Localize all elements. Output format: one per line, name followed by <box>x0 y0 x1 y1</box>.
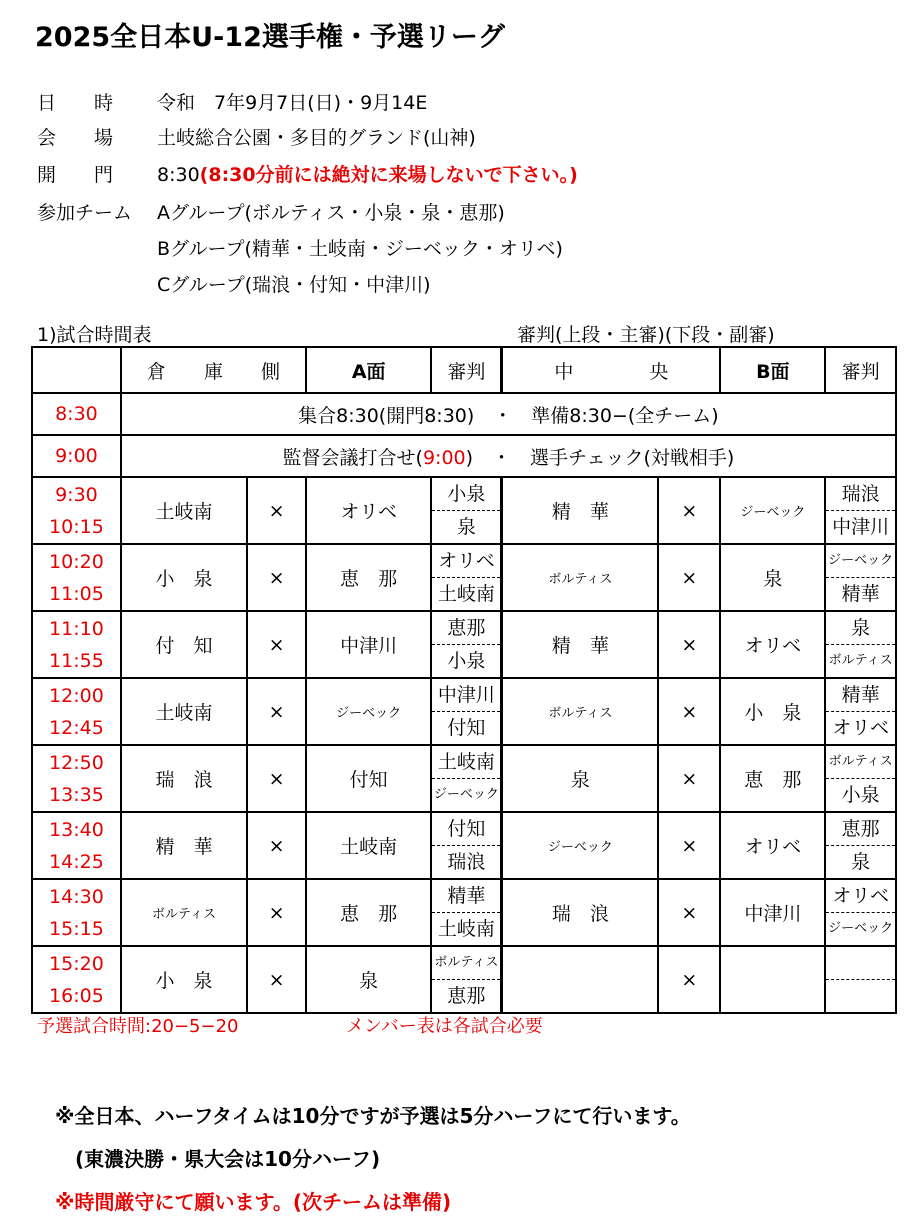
main-referee <box>826 947 895 980</box>
b-vs-mark: × <box>658 477 720 544</box>
b-referee-cell <box>825 812 896 879</box>
a-home-team: ボルティス <box>121 879 247 946</box>
b-away-team: 恵 那 <box>720 745 825 812</box>
open-info <box>157 160 578 187</box>
a-referee-cell <box>431 678 502 745</box>
match-row <box>32 611 896 678</box>
match-time-cell <box>32 812 121 879</box>
a-vs-mark: × <box>247 477 306 544</box>
notice-time: 8:30 <box>32 393 121 435</box>
b-home-team: ボルティス <box>502 678 658 745</box>
referee-note: 審判(上段・主審)(下段・副審) <box>517 324 775 346</box>
a-away-team: 中津川 <box>306 611 431 678</box>
b-home-team <box>502 946 658 1013</box>
b-referee-cell <box>825 946 896 1013</box>
match-end-time: 11:55 <box>49 649 104 672</box>
a-referee-cell <box>431 611 502 678</box>
open-time: 8:30 <box>157 164 200 186</box>
match-end-time: 15:15 <box>49 917 104 940</box>
match-time-cell <box>32 946 121 1013</box>
a-home-team: 小 泉 <box>121 544 247 611</box>
match-time-cell <box>32 477 121 544</box>
b-vs-mark: × <box>658 745 720 812</box>
a-referee-cell <box>431 812 502 879</box>
notice-row <box>32 393 896 435</box>
b-referee-cell <box>825 879 896 946</box>
a-referee-cell <box>431 745 502 812</box>
match-time-cell <box>32 879 121 946</box>
venue-label: 会 場 <box>37 127 114 149</box>
open-warning: (8:30分前には絶対に来場しないで下さい。) <box>199 164 578 186</box>
b-referee-cell <box>825 745 896 812</box>
assistant-referee: 泉 <box>456 516 476 538</box>
match-time-cell <box>32 611 121 678</box>
b-home-team: 泉 <box>502 745 658 812</box>
main-referee: 小泉 <box>432 478 500 511</box>
notice-text <box>121 435 896 477</box>
venue-value: 土岐総合公園・多目的グランド(山神) <box>157 127 476 149</box>
b-referee-cell <box>825 611 896 678</box>
match-time-note: 予選試合時間:20−5−20 <box>37 1016 239 1037</box>
b-away-team: 小 泉 <box>720 678 825 745</box>
assistant-referee: 瑞浪 <box>447 851 486 873</box>
a-away-team: 恵 那 <box>306 544 431 611</box>
main-referee: 恵那 <box>826 813 895 846</box>
match-end-time: 10:15 <box>49 515 104 538</box>
main-referee: 土岐南 <box>432 746 500 779</box>
b-away-team <box>720 946 825 1013</box>
assistant-referee <box>826 980 895 1012</box>
header-a-referee: 審判 <box>431 347 502 393</box>
b-vs-mark: × <box>658 812 720 879</box>
date-value: 令和 7年9月7日(日)・9月14E <box>157 92 428 114</box>
match-start-time: 12:50 <box>49 751 104 774</box>
assistant-referee: 土岐南 <box>437 583 495 605</box>
footer-line1: ※全日本、ハーフタイムは10分ですが予選は5分ハーフにて行います。 <box>55 1104 691 1128</box>
match-end-time: 12:45 <box>49 716 104 739</box>
assistant-referee: 中津川 <box>832 516 890 538</box>
assistant-referee: 小泉 <box>841 784 880 806</box>
footer-line2: (東濃決勝・県大会は10分ハーフ) <box>75 1147 381 1171</box>
assistant-referee: 付知 <box>447 717 486 739</box>
a-away-team: 泉 <box>306 946 431 1013</box>
main-referee: 精華 <box>432 880 500 913</box>
footer-line3: ※時間厳守にて願います。(次チームは準備) <box>55 1190 452 1214</box>
match-row <box>32 812 896 879</box>
match-start-time: 12:00 <box>49 684 104 707</box>
schedule-table <box>31 346 897 1014</box>
a-vs-mark: × <box>247 678 306 745</box>
b-vs-mark: × <box>658 611 720 678</box>
main-referee: ボルティス <box>432 947 500 980</box>
match-end-time: 14:25 <box>49 850 104 873</box>
match-start-time: 14:30 <box>49 885 104 908</box>
b-home-team: 瑞 浪 <box>502 879 658 946</box>
header-a-court: A面 <box>306 347 431 393</box>
match-time-cell <box>32 678 121 745</box>
match-row <box>32 879 896 946</box>
main-referee: 恵那 <box>432 612 500 645</box>
match-end-time: 11:05 <box>49 582 104 605</box>
notice-row <box>32 435 896 477</box>
b-vs-mark: × <box>658 946 720 1013</box>
a-vs-mark: × <box>247 544 306 611</box>
match-time-cell <box>32 544 121 611</box>
b-referee-cell <box>825 477 896 544</box>
a-home-team: 付 知 <box>121 611 247 678</box>
b-referee-cell <box>825 544 896 611</box>
a-referee-cell <box>431 544 502 611</box>
match-row <box>32 477 896 544</box>
main-referee: オリベ <box>826 880 895 913</box>
a-away-team: 土岐南 <box>306 812 431 879</box>
main-referee: 精華 <box>826 679 895 712</box>
match-row <box>32 745 896 812</box>
a-away-team: 付知 <box>306 745 431 812</box>
a-home-team: 瑞 浪 <box>121 745 247 812</box>
match-time-cell <box>32 745 121 812</box>
a-home-team: 精 華 <box>121 812 247 879</box>
notice-text-red: 9:00 <box>422 446 466 469</box>
b-vs-mark: × <box>658 544 720 611</box>
b-home-team: ボルティス <box>502 544 658 611</box>
main-referee: ジーベック <box>826 545 895 578</box>
header-time-cell <box>32 347 121 393</box>
main-referee: 泉 <box>826 612 895 645</box>
member-note: メンバー表は各試合必要 <box>346 1016 543 1037</box>
match-row <box>32 678 896 745</box>
a-vs-mark: × <box>247 879 306 946</box>
date-label: 日 時 <box>37 92 114 114</box>
b-away-team: オリベ <box>720 611 825 678</box>
b-away-team: オリベ <box>720 812 825 879</box>
a-home-team: 土岐南 <box>121 678 247 745</box>
main-referee: オリベ <box>432 545 500 578</box>
match-start-time: 10:20 <box>49 550 104 573</box>
b-home-team: 精 華 <box>502 611 658 678</box>
a-vs-mark: × <box>247 611 306 678</box>
a-referee-cell <box>431 946 502 1013</box>
open-label: 開 門 <box>37 164 114 186</box>
a-away-team: 恵 那 <box>306 879 431 946</box>
match-start-time: 11:10 <box>49 617 104 640</box>
a-away-team: ジーベック <box>306 678 431 745</box>
group-a: Aグループ(ボルティス・小泉・泉・恵那) <box>157 202 505 224</box>
match-start-time: 13:40 <box>49 818 104 841</box>
assistant-referee: 泉 <box>851 851 871 873</box>
b-away-team: 泉 <box>720 544 825 611</box>
assistant-referee: 恵那 <box>447 985 486 1007</box>
assistant-referee: 精華 <box>841 583 880 605</box>
a-vs-mark: × <box>247 812 306 879</box>
a-referee-cell <box>431 477 502 544</box>
a-home-team: 土岐南 <box>121 477 247 544</box>
b-vs-mark: × <box>658 879 720 946</box>
header-a-side: 倉 庫 側 <box>121 347 306 393</box>
match-end-time: 16:05 <box>49 984 104 1007</box>
b-away-team: ジーベック <box>720 477 825 544</box>
teams-label: 参加チーム <box>37 202 133 224</box>
main-referee: 瑞浪 <box>826 478 895 511</box>
page-title: 2025全日本U-12選手権・予選リーグ <box>35 22 505 53</box>
match-row <box>32 946 896 1013</box>
b-home-team: ジーベック <box>502 812 658 879</box>
assistant-referee: 小泉 <box>447 650 486 672</box>
notice-text-before: 監督会議打合せ( <box>282 446 423 469</box>
b-vs-mark: × <box>658 678 720 745</box>
main-referee: 付知 <box>432 813 500 846</box>
notice-text-after: ) ・ 選手チェック(対戦相手) <box>465 446 735 469</box>
main-referee: 中津川 <box>432 679 500 712</box>
assistant-referee: 土岐南 <box>437 918 495 940</box>
match-end-time: 13:35 <box>49 783 104 806</box>
b-referee-cell <box>825 678 896 745</box>
b-away-team: 中津川 <box>720 879 825 946</box>
section-title: 1)試合時間表 <box>37 324 152 346</box>
match-start-time: 9:30 <box>55 483 98 506</box>
assistant-referee: ジーベック <box>828 921 894 936</box>
assistant-referee: ボルティス <box>828 653 893 668</box>
a-referee-cell <box>431 879 502 946</box>
notice-time: 9:00 <box>32 435 121 477</box>
match-start-time: 15:20 <box>49 952 104 975</box>
notice-text <box>121 393 896 435</box>
group-b: Bグループ(精華・土岐南・ジーベック・オリベ) <box>157 238 563 260</box>
header-b-court: B面 <box>720 347 825 393</box>
header-b-side: 中 央 <box>502 347 720 393</box>
group-c: Cグループ(瑞浪・付知・中津川) <box>157 274 431 296</box>
a-home-team: 小 泉 <box>121 946 247 1013</box>
a-vs-mark: × <box>247 745 306 812</box>
a-away-team: オリベ <box>306 477 431 544</box>
b-home-team: 精 華 <box>502 477 658 544</box>
notice-text-before: 集合8:30(開門8:30) ・ 準備8:30−(全チーム) <box>298 404 719 427</box>
header-b-referee: 審判 <box>825 347 896 393</box>
header-row <box>32 347 896 393</box>
a-vs-mark: × <box>247 946 306 1013</box>
assistant-referee: オリベ <box>832 717 889 739</box>
match-row <box>32 544 896 611</box>
main-referee: ボルティス <box>826 746 895 779</box>
assistant-referee: ジーベック <box>433 787 499 802</box>
